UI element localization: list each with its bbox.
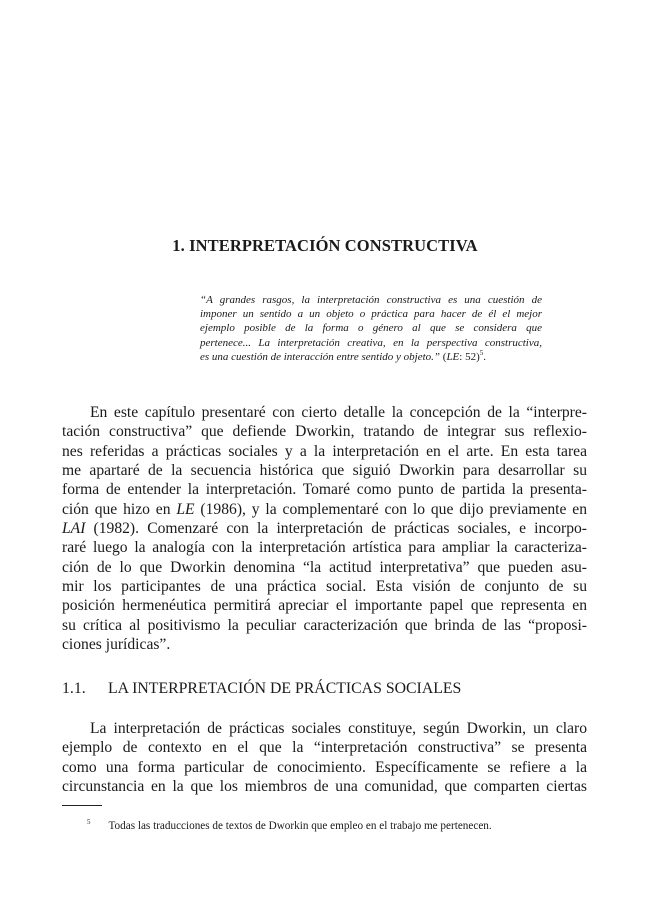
text-line: como una forma particular de conocimiento. Específicamente se refiere a la: [62, 758, 587, 776]
quote-line: [200, 350, 542, 364]
footnote-number: 5: [87, 818, 91, 826]
text-line: posición hermenéutica permitirá apreciar el importante papel que representa en: [62, 597, 587, 615]
text-segment: ción que hizo en: [62, 500, 177, 518]
text-line: ción de lo que Dworkin denomina “la actitud interpretativa” que pueden asu-: [62, 558, 587, 576]
text-segment: (1982). Comenzaré con la interpretación de prácticas sociales, e incorpo-: [85, 520, 587, 538]
section-title: LA INTERPRETACIÓN DE PRÁCTICAS SOCIALES: [108, 680, 462, 697]
quote-line: ejemplo posible de la forma o género al que se considera que: [200, 322, 542, 335]
paragraph-1: [62, 403, 587, 654]
quote-line: imponer un sentido a un objeto o práctica para hacer de él el mejor: [200, 308, 542, 321]
work-title: LAI: [62, 520, 86, 538]
text-line: La interpretación de prácticas sociales constituye, según Dworkin, un claro: [90, 720, 587, 737]
text-line: ejemplo de contexto en el que la “interpretación constructiva” se presenta: [62, 739, 587, 757]
quote-line: pertenece... La interpretación creativa, en la perspectiva constructiva,: [200, 336, 542, 349]
footnote-ref[interactable]: 5: [479, 348, 484, 357]
footnote-text: Todas las traducciones de textos de Dworkin que empleo en el trabajo me pertenecen.: [108, 820, 492, 832]
epigraph-quote: [200, 293, 542, 364]
quote-line: “A grandes rasgos, la interpretación constructiva es una cuestión de: [200, 294, 542, 306]
section-number: 1.1.: [62, 680, 86, 697]
text-line: su crítica al positivismo la peculiar caracterización que brinda de las “proposi-: [62, 616, 587, 634]
quote-end: .: [483, 350, 487, 363]
text-line: ciones jurídicas”.: [62, 636, 171, 654]
citation-page: : 52): [459, 350, 480, 363]
text-line: mir los participantes de una práctica social. Esta visión de conjunto de su: [62, 578, 587, 596]
text-line: [62, 519, 587, 538]
quote-text: es una cuestión de interacción entre sentido y objeto.”: [200, 350, 443, 363]
citation-work: LE: [446, 350, 460, 363]
paragraph-2: [62, 719, 587, 796]
text-line: [62, 500, 587, 519]
text-line: raré luego la analogía con la interpretación artística para ampliar la caracteriza-: [62, 539, 587, 557]
text-line: circunstancia en la que los miembros de una comunidad, que comparten ciertas: [62, 778, 587, 796]
text-line: tación constructiva” que defiende Dworkin, tratando de integrar sus reflexio-: [62, 423, 587, 441]
text-line: me apartaré de la secuencia histórica que siguió Dworkin para desarrollar su: [62, 462, 587, 480]
text-line: nes referidas a prácticas sociales y a la interpretación en el arte. En esta tarea: [62, 442, 587, 460]
text-segment: (1986), y la complementaré con lo que dijo previamente en: [194, 500, 587, 518]
section-heading: [62, 680, 461, 698]
footnote: [87, 818, 492, 832]
text-line: forma de entender la interpretación. Tomaré como punto de partida la presenta-: [62, 481, 587, 499]
footnote-divider: [62, 805, 102, 806]
chapter-title: 1. INTERPRETACIÓN CONSTRUCTIVA: [172, 236, 478, 255]
work-title: LE: [176, 500, 195, 518]
text-line: En este capítulo presentaré con cierto detalle la concepción de la “interpre-: [90, 404, 587, 421]
citation-open: (: [442, 350, 447, 363]
